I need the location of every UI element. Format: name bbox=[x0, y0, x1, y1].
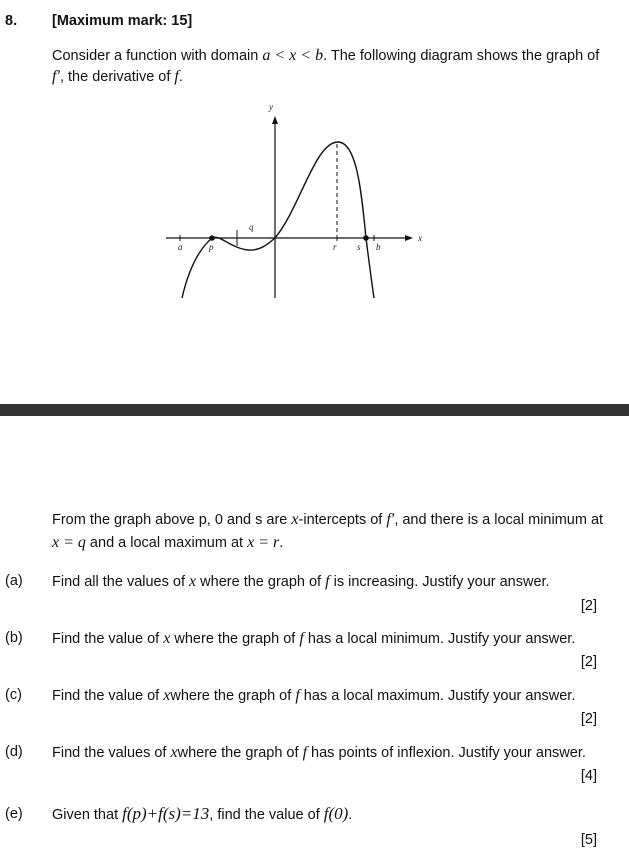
max-mark: [Maximum mark: 15] bbox=[52, 13, 193, 29]
part-b-label: (b) bbox=[5, 630, 23, 646]
f-math: f bbox=[325, 573, 330, 590]
label-q: q bbox=[249, 222, 254, 232]
question-text: has points of inflexion. Justify your answer. bbox=[307, 745, 586, 761]
part-b-question bbox=[52, 630, 575, 648]
question-text: where the graph of bbox=[177, 745, 303, 761]
label-s: s bbox=[357, 242, 361, 252]
x-math: x bbox=[163, 630, 171, 647]
part-e-question bbox=[52, 804, 352, 824]
question-text: Find the value of bbox=[52, 631, 164, 647]
point-p bbox=[209, 235, 215, 241]
part-c-question bbox=[52, 687, 575, 705]
part-d-question bbox=[52, 744, 586, 762]
fprime-curve bbox=[182, 142, 374, 298]
context-text: . bbox=[279, 535, 284, 551]
f-math: f bbox=[302, 744, 308, 761]
f-math: f bbox=[174, 68, 179, 85]
context-text: From the graph above p, 0 and s are bbox=[52, 512, 292, 528]
context-line-1 bbox=[52, 511, 603, 529]
part-e-label: (e) bbox=[5, 806, 23, 822]
intro-text: . The following diagram shows the graph of bbox=[323, 48, 600, 64]
xr-math: x = r bbox=[247, 534, 280, 551]
part-d-label: (d) bbox=[5, 744, 23, 760]
derivative-graph bbox=[150, 100, 440, 305]
x-math: x bbox=[291, 511, 299, 528]
question-text: has a local minimum. Justify your answer. bbox=[303, 631, 576, 647]
question-text: where the graph of bbox=[170, 631, 300, 647]
part-a-label: (a) bbox=[5, 573, 23, 589]
question-text: is increasing. Justify your answer. bbox=[329, 574, 550, 590]
domain-math: a < x < b bbox=[262, 47, 324, 64]
label-x: x bbox=[418, 233, 422, 243]
question-text: Find the values of bbox=[52, 745, 171, 761]
part-e-marks: [5] bbox=[580, 832, 597, 848]
x-math: x bbox=[189, 573, 197, 590]
label-a: a bbox=[178, 242, 183, 252]
x-axis-arrow bbox=[405, 235, 413, 241]
part-b-marks: [2] bbox=[580, 654, 597, 670]
question-text: , find the value of bbox=[209, 807, 324, 823]
xq-math: x = q bbox=[52, 534, 86, 551]
intro-line-2 bbox=[52, 68, 183, 86]
question-text: . bbox=[348, 807, 353, 823]
intro-text: , the derivative of bbox=[59, 69, 175, 85]
part-d-marks: [4] bbox=[580, 768, 597, 784]
part-c-label: (c) bbox=[5, 687, 22, 703]
x-math: x bbox=[170, 744, 178, 761]
question-text: where the graph of bbox=[196, 574, 326, 590]
f0-math: f(0) bbox=[323, 804, 349, 823]
context-line-2 bbox=[52, 534, 283, 552]
context-text: and a local maximum at bbox=[85, 535, 248, 551]
f-math: f bbox=[295, 687, 300, 704]
intro-text: . bbox=[178, 69, 183, 85]
sum-math: f(p)+f(s)=13 bbox=[122, 804, 210, 823]
page-divider bbox=[0, 404, 629, 416]
f-math: f bbox=[299, 630, 304, 647]
question-text: where the graph of bbox=[170, 688, 296, 704]
label-y: y bbox=[269, 102, 273, 112]
part-c-marks: [2] bbox=[580, 711, 597, 727]
label-p: p bbox=[209, 242, 214, 252]
intro-text: Consider a function with domain bbox=[52, 48, 263, 64]
fprime-math: f′ bbox=[386, 511, 395, 528]
question-text: Find the value of bbox=[52, 688, 164, 704]
intro-line-1 bbox=[52, 47, 599, 65]
fprime-math: f′ bbox=[52, 68, 60, 85]
question-text: Find all the values of bbox=[52, 574, 190, 590]
y-axis-arrow bbox=[272, 116, 278, 124]
question-number: 8. bbox=[5, 13, 18, 29]
question-text: Given that bbox=[52, 807, 123, 823]
question-text: has a local maximum. Justify your answer. bbox=[299, 688, 576, 704]
point-s bbox=[363, 235, 369, 241]
label-r: r bbox=[333, 242, 337, 252]
context-text: , and there is a local minimum at bbox=[394, 512, 604, 528]
context-text: -intercepts of bbox=[298, 512, 387, 528]
x-math: x bbox=[163, 687, 171, 704]
part-a-question bbox=[52, 573, 550, 591]
label-b: b bbox=[376, 242, 381, 252]
part-a-marks: [2] bbox=[580, 598, 597, 614]
